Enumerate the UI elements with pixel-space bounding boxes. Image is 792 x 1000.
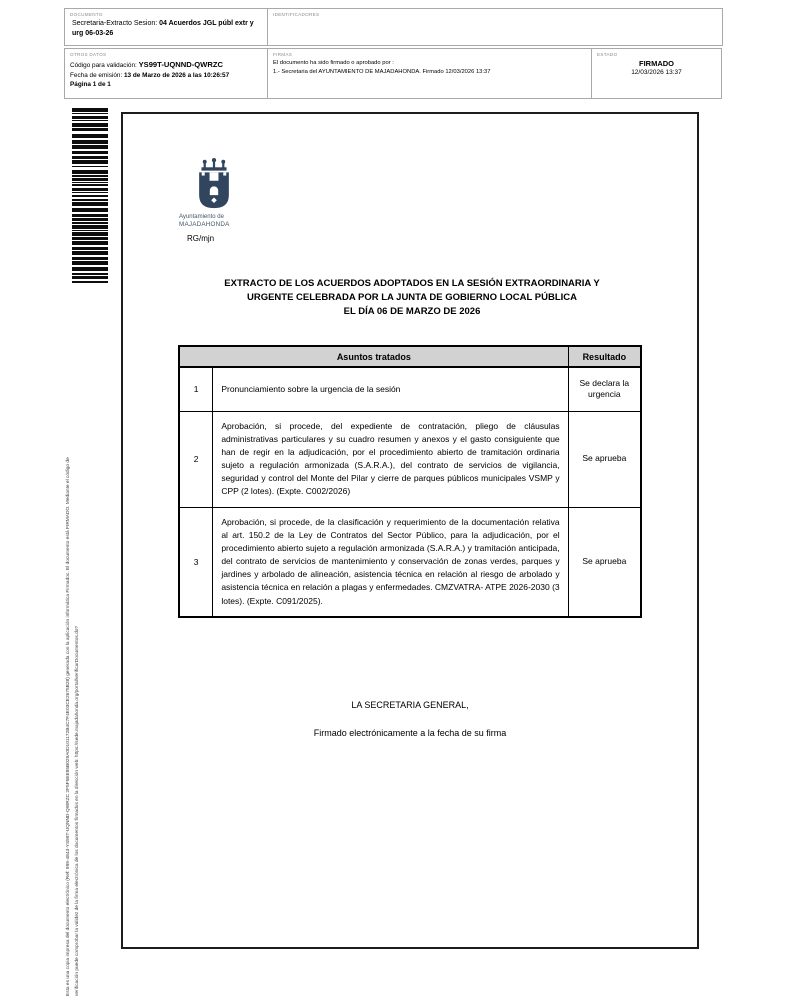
barcode-bar (72, 230, 108, 231)
row-resultado: Se aprueba (568, 507, 641, 617)
barcode-bar (72, 257, 108, 260)
barcode-bar (72, 170, 108, 174)
metadata-row-2 (64, 48, 724, 99)
barcode-bar (72, 192, 108, 193)
barcode-bar (72, 175, 108, 177)
verification-line-1: Esta es una copia impresa del documento electrónico (Ref: 999-4843-YS99T-UQNND-QWRZC 2F5F5EE95B029A0D101172B4C7F4E03CE2675B28) generada con la aplicación informática Firmadoc. El documento está FIRMADO. Mediante el código de (66, 457, 71, 996)
barcode-bar (72, 273, 108, 275)
barcode-bar (72, 178, 108, 181)
municipality-name-line1: Ayuntamiento de (179, 214, 224, 220)
row-number: 3 (179, 507, 213, 617)
barcode (72, 108, 108, 284)
signature-role: LA SECRETARIA GENERAL, (351, 700, 469, 710)
barcode-bar (72, 276, 108, 279)
barcode-bar (72, 188, 108, 191)
barcode-bar (72, 214, 108, 217)
estado-label: ESTADO (597, 52, 618, 57)
barcode-bar (72, 225, 108, 229)
row-asunto: Aprobación, si procede, de la clasificación y requerimiento de la documentación relativa al art. 150.2 de la Ley de Contratos del Sector Público, para la adjudicación, por el procedimiento abierto sujeto a regulación armonizada (S.A.R.A.) y tramitación anticipada, del contrato de servicios de mantenimiento y conservación de zonas verdes, parques y jardines y arbolado de alineación, asistencia técnica en relación al riesgo de arbolado y asistencia técnica en relación a plagas y enfermedades. CMZVATRA- ATPE 2026-2030 (3 lotes). (Expte. C091/2025). (213, 507, 568, 617)
barcode-bar (72, 237, 108, 240)
pagina: Página 1 de 1 (70, 81, 111, 89)
barcode-bar (72, 208, 108, 212)
metadata-header (64, 8, 724, 99)
barcode-bar (72, 123, 108, 127)
header-resultado: Resultado (568, 346, 641, 367)
table-header-row (179, 346, 641, 367)
barcode-bar (72, 241, 108, 245)
table-row (179, 411, 641, 507)
row-asunto: Aprobación, si procede, del expediente de contratación, pliego de cláusulas administrativas particulares y su cuadro resumen y anexos y el gasto consiguiente que han de regir en la adjudicación, por el procedimiento abierto de tramitación ordinaria sujeto a regulación armonizada (S.A.R.A.), del contrato de servicios de vigilancia, seguridad y control del Monte del Pilar y cierre de parques públicos municipales VSMP y CPP (2 lotes). (Expte. C002/2026) (213, 411, 568, 507)
estado-datetime: 12/03/2026 13:37 (631, 69, 682, 76)
barcode-bar (72, 145, 108, 149)
metadata-row-1 (64, 8, 724, 46)
codigo-validacion: Código para validación: YS99T-UQNND-QWRZC (70, 60, 223, 69)
signature-note: Firmado electrónicamente a la fecha de su firma (313, 728, 507, 738)
documento-value: Secretaria-Extracto Sesion: 04 Acuerdos JGL públ extr y urg 06-03-26 (72, 20, 254, 38)
barcode-bar (72, 199, 108, 201)
barcode-bar (72, 247, 108, 250)
table-row (179, 367, 641, 411)
otros-datos-label: OTROS DATOS (70, 52, 107, 57)
title-line-3: EL DÍA 06 DE MARZO DE 2026 (343, 305, 481, 317)
document-frame (121, 112, 699, 949)
internal-reference: RG/mjn (187, 234, 215, 243)
barcode-bar (72, 140, 108, 144)
row-number: 2 (179, 411, 213, 507)
estado-status: FIRMADO (639, 59, 674, 68)
barcode-bar (72, 128, 108, 131)
barcode-bar (72, 151, 108, 154)
municipality-name-line2: MAJADAHONDA (179, 221, 230, 229)
barcode-bar (72, 116, 108, 119)
municipality-logo-block (179, 158, 249, 230)
title-line-2: URGENTE CELEBRADA POR LA JUNTA DE GOBIERNO LOCAL PÚBLICA (246, 291, 578, 303)
barcode-bar (72, 160, 108, 164)
identificadores-label: IDENTIFICADORES (273, 12, 320, 17)
barcode-bar (72, 232, 108, 236)
otros-datos-box (64, 48, 268, 99)
coat-of-arms-icon (197, 158, 231, 210)
barcode-bar (72, 166, 108, 167)
agreements-table (178, 345, 642, 618)
barcode-bar (72, 251, 108, 255)
barcode-bar (72, 182, 108, 183)
table-row (179, 507, 641, 617)
barcode-bar (72, 267, 108, 271)
documento-label: DOCUMENTO (70, 12, 103, 17)
barcode-bar (72, 134, 108, 138)
firmas-box (267, 48, 592, 99)
firmas-line2: 1.- Secretaria del AYUNTAMIENTO DE MAJADAHONDA. Firmado 12/03/2026 13:37 (273, 68, 491, 75)
document-title (167, 277, 657, 318)
barcode-bar (72, 120, 108, 121)
row-asunto: Pronunciamiento sobre la urgencia de la sesión (213, 367, 568, 411)
verification-line-2: verificación puede comprobar la validez de la firma electrónica de los documentos firmados en la dirección web: https://sede.majadahonda.org/portal/verificarDocumentos.do? (75, 625, 81, 996)
identificadores-box (267, 8, 723, 46)
barcode-bar (72, 218, 108, 221)
barcode-bar (72, 222, 108, 224)
verification-side-text (64, 282, 82, 996)
barcode-bar (72, 156, 108, 159)
firmas-line1: El documento ha sido firmado o aprobado por : (273, 60, 394, 66)
barcode-bar (72, 195, 108, 197)
title-line-1: EXTRACTO DE LOS ACUERDOS ADOPTADOS EN LA SESIÓN EXTRAORDINARIA Y (224, 278, 600, 289)
barcode-bar (72, 108, 108, 112)
barcode-bar (72, 184, 108, 186)
firmas-label: FIRMAS (273, 52, 293, 57)
barcode-bar (72, 202, 108, 206)
row-resultado: Se aprueba (568, 411, 641, 507)
documento-box (64, 8, 268, 46)
municipality-name (179, 213, 249, 230)
fecha-emision: Fecha de emisión: 13 de Marzo de 2026 a las 10:26:57 (70, 71, 230, 79)
barcode-bar (72, 113, 108, 114)
header-asuntos: Asuntos tratados (179, 346, 568, 367)
estado-box (591, 48, 722, 99)
row-number: 1 (179, 367, 213, 411)
row-resultado: Se declara la urgencia (568, 367, 641, 411)
barcode-bar (72, 261, 108, 265)
